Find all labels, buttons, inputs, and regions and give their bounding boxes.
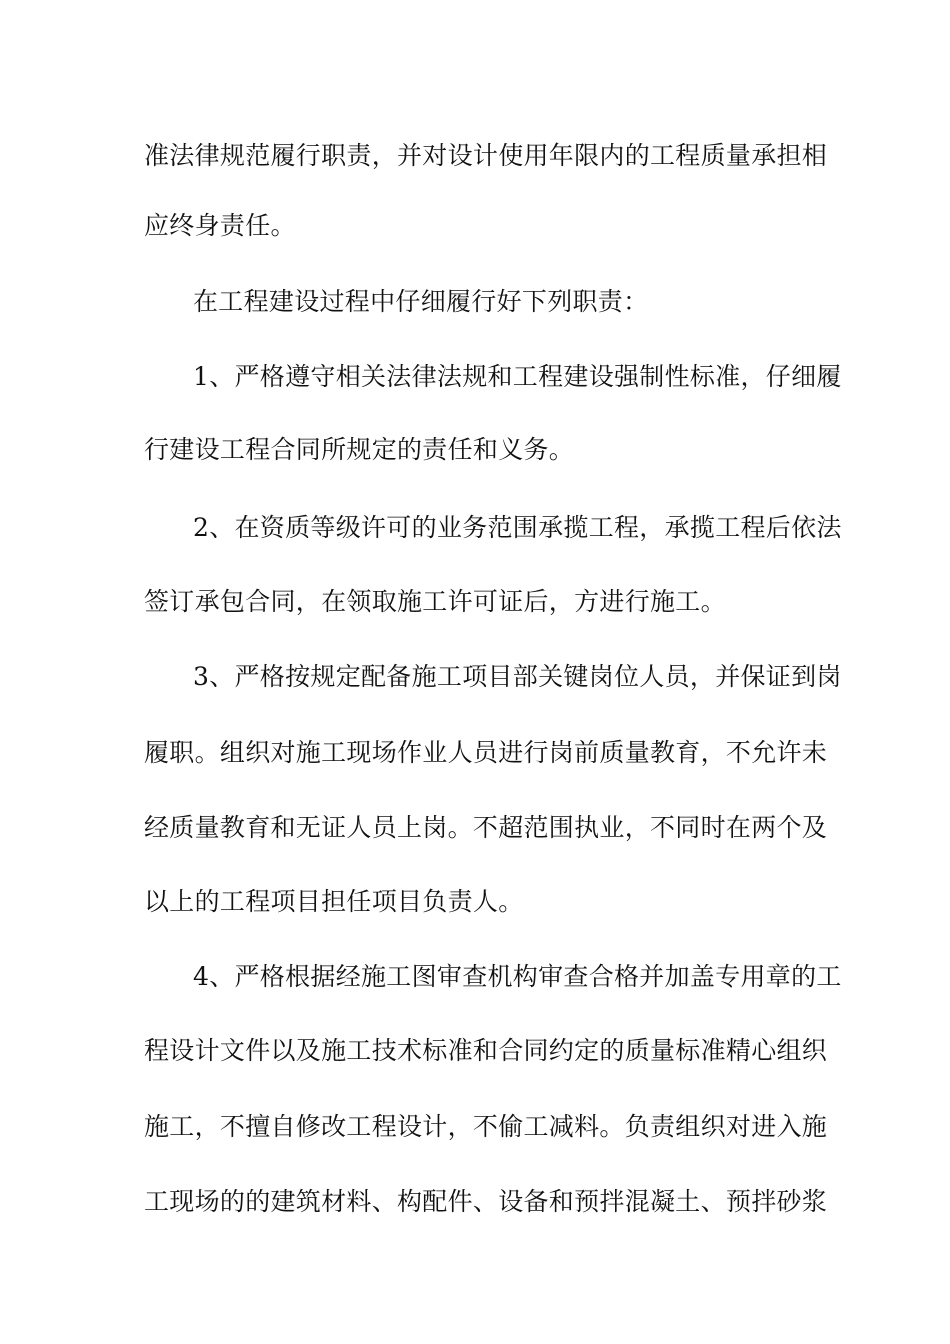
item-4-line-1: 4、严格根据经施工图审查机构审查合格并加盖专用章的工	[193, 962, 842, 991]
item-2-line-2: 签订承包合同，在领取施工许可证后，方进行施工。	[144, 587, 726, 616]
item-3-line-1: 3、严格按规定配备施工项目部关键岗位人员，并保证到岗	[193, 662, 842, 691]
item-1-line-2: 行建设工程合同所规定的责任和义务。	[144, 435, 575, 464]
item-1-line-1: 1、严格遵守相关法律法规和工程建设强制性标准，仔细履	[193, 362, 842, 391]
item-3-line-3: 经质量教育和无证人员上岗。不超范围执业，不同时在两个及	[144, 813, 828, 842]
item-3-line-4: 以上的工程项目担任项目负责人。	[144, 887, 524, 916]
item-4-line-3: 施工，不擅自修改工程设计，不偷工减料。负责组织对进入施	[144, 1112, 828, 1141]
item-4-line-2: 程设计文件以及施工技术标准和合同约定的质量标准精心组织	[144, 1036, 828, 1065]
paragraph-intro: 在工程建设过程中仔细履行好下列职责：	[193, 287, 649, 316]
text-line-2: 应终身责任。	[144, 211, 296, 240]
text-line-1: 准法律规范履行职责，并对设计使用年限内的工程质量承担相	[144, 141, 828, 170]
item-2-line-1: 2、在资质等级许可的业务范围承揽工程，承揽工程后依法	[193, 513, 842, 542]
item-3-line-2: 履职。组织对施工现场作业人员进行岗前质量教育，不允许未	[144, 738, 828, 767]
item-4-line-4: 工现场的的建筑材料、构配件、设备和预拌混凝土、预拌砂浆	[144, 1187, 828, 1216]
